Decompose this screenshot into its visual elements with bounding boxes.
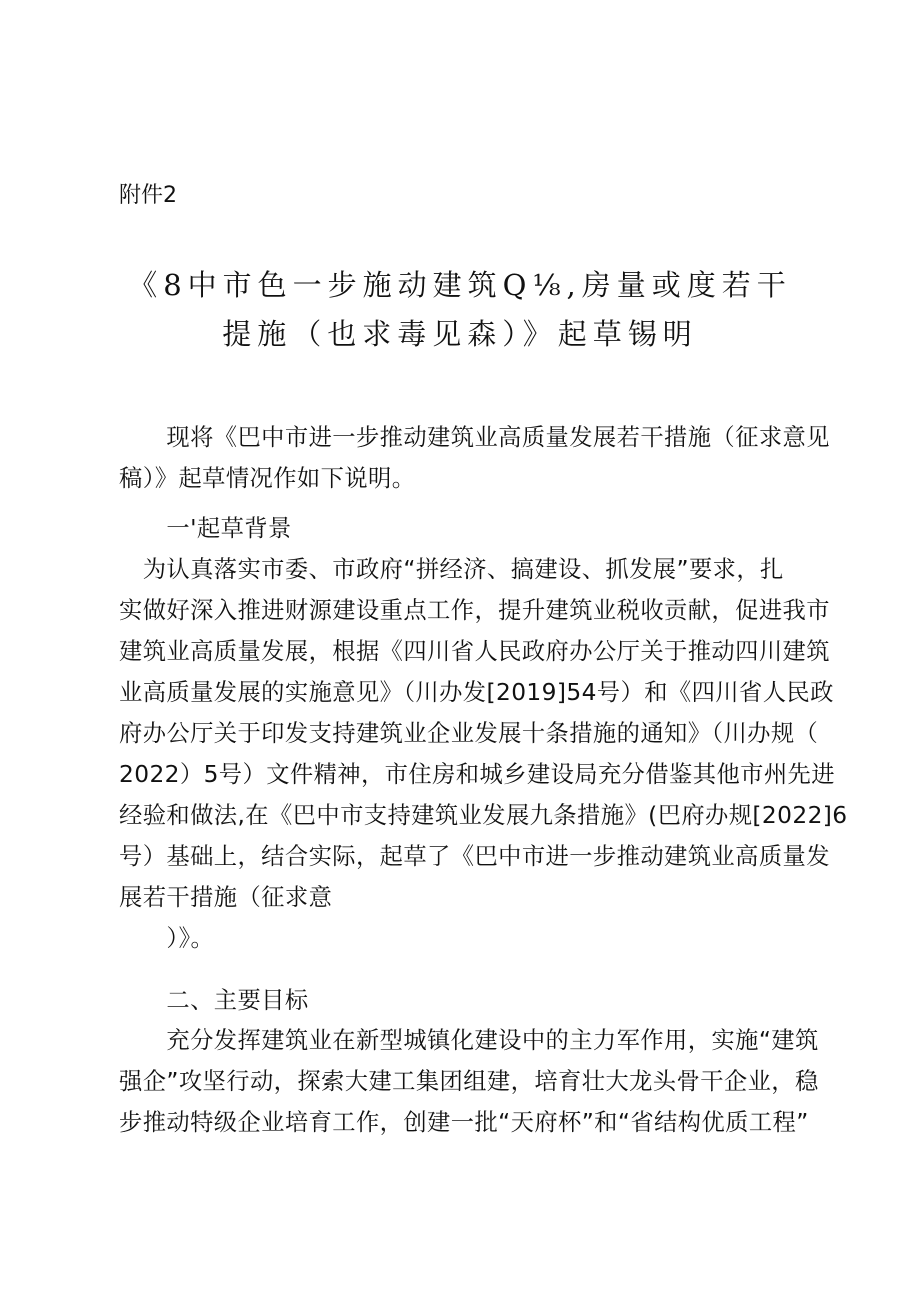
background-line: 建筑业高质量发展，根据《四川省人民政府办公厅关于推动四川建筑 bbox=[119, 638, 830, 665]
goals-line: 步推动特级企业培育工作，创建一批“天府杯”和“省结构优质工程” bbox=[119, 1109, 809, 1136]
intro-line: 稿）》起草情况作如下说明。 bbox=[119, 465, 416, 492]
background-line: ）》。 bbox=[119, 925, 215, 952]
background-line: 府办公厅关于印发支持建筑业企业发展十条措施的通知》（川办规（ bbox=[119, 720, 819, 747]
background-line: 展若干措施（征求意 bbox=[119, 884, 333, 911]
document-title-line-2: 提施（也求毒见森）》起草锡明 bbox=[222, 317, 698, 351]
background-paragraph bbox=[119, 549, 848, 959]
background-line: 为认真落实市委、市政府“拼经济、搞建设、抓发展”要求，扎 bbox=[119, 556, 784, 583]
attachment-label: 附件2 bbox=[119, 183, 177, 208]
section-heading-goals: 二、主要目标 bbox=[119, 987, 309, 1014]
section-heading-background: 一'起草背景 bbox=[119, 515, 292, 542]
background-line: 经验和做法,在《巴中市支持建筑业发展九条措施》(巴府办规[2022]6 bbox=[119, 802, 848, 829]
background-line: 2022）5号）文件精神，市住房和城乡建设局充分借鉴其他市州先进 bbox=[119, 761, 835, 788]
goals-line: 强企”攻坚行动，探索大建工集团组建，培育壮大龙头骨干企业，稳 bbox=[119, 1068, 819, 1095]
background-line: 业高质量发展的实施意见》（川办发[2019]54号）和《四川省人民政 bbox=[119, 679, 834, 706]
goals-line: 充分发挥建筑业在新型城镇化建设中的主力军作用，实施“建筑 bbox=[119, 1027, 819, 1054]
background-line: 实做好深入推进财源建设重点工作，提升建筑业税收贡献，促进我市 bbox=[119, 597, 830, 624]
document-title-line-1: 《8中市色一步施动建筑Q⅛,房量或度若干 bbox=[128, 268, 792, 302]
goals-paragraph bbox=[119, 1020, 819, 1143]
background-line: 号）基础上，结合实际，起草了《巴中市进一步推动建筑业高质量发 bbox=[119, 843, 830, 870]
intro-line: 现将《巴中市进一步推动建筑业高质量发展若干措施（征求意见 bbox=[119, 424, 830, 451]
intro-paragraph bbox=[119, 417, 830, 499]
